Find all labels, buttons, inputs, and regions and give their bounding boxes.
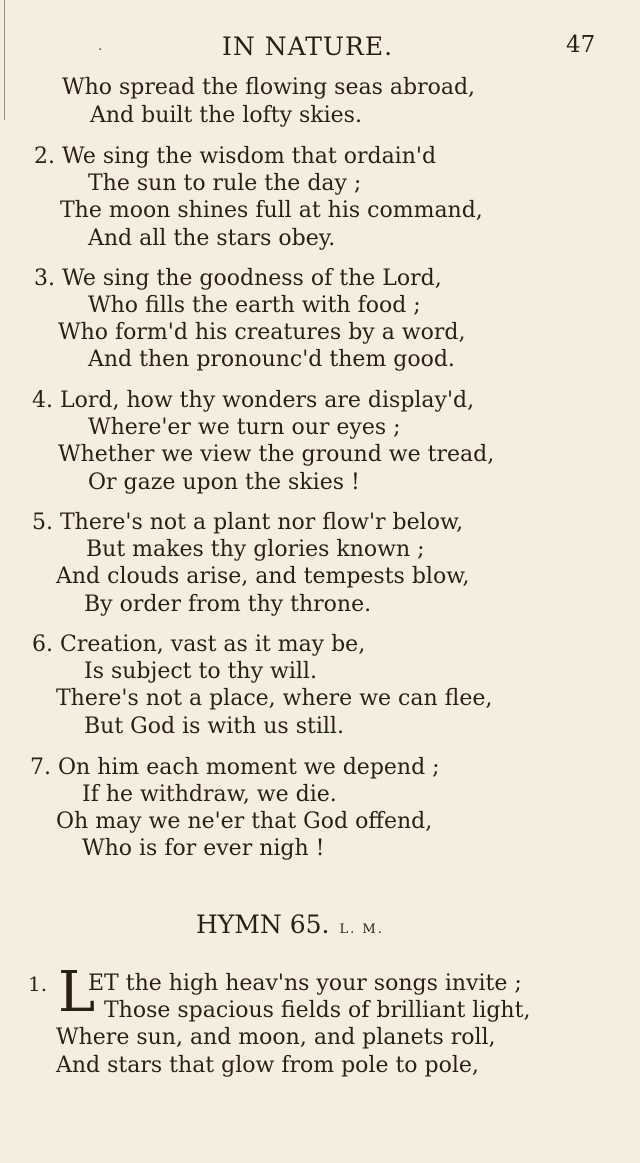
verse-line: There's not a place, where we can flee,: [56, 686, 493, 711]
verse-line: And clouds arise, and tempests blow,: [56, 564, 470, 589]
stanza-number: 5.: [32, 510, 53, 535]
verse-line: And built the lofty skies.: [90, 103, 362, 128]
verse-line: By order from thy throne.: [84, 592, 372, 617]
verse-line: If he withdraw, we die.: [82, 782, 337, 807]
stanza-number: 1.: [28, 972, 48, 996]
verse-line: But God is with us still.: [84, 714, 344, 739]
stanza-number: 2.: [34, 144, 55, 169]
drop-cap: L: [58, 960, 96, 1025]
verse-line: 3. We sing the goodness of the Lord,: [34, 266, 442, 291]
verse-line: Who form'd his creatures by a word,: [58, 320, 466, 345]
verse-line: Who fills the earth with food ;: [88, 293, 421, 318]
verse-line: The sun to rule the day ;: [88, 171, 362, 196]
verse-line: 2. We sing the wisdom that ordain'd: [34, 144, 437, 169]
verse-line: The moon shines full at his command,: [60, 198, 483, 223]
verse-line: Whether we view the ground we tread,: [58, 442, 495, 467]
stanza-number: 6.: [32, 632, 53, 657]
verse-line: Where sun, and moon, and planets roll,: [56, 1025, 496, 1050]
verse-line: 5. There's not a plant nor flow'r below,: [32, 510, 464, 535]
verse-line: ET the high heav'ns your songs invite ;: [88, 971, 522, 996]
verse-line: 4. Lord, how thy wonders are display'd,: [32, 388, 475, 413]
hymn-title: HYMN 65.: [196, 910, 330, 939]
page-number: 47: [566, 32, 596, 58]
verse-line: 7. On him each moment we depend ;: [30, 755, 440, 780]
verse-line: But makes thy glories known ;: [86, 537, 425, 562]
ink-dot: ·: [98, 42, 103, 58]
verse-line: Where'er we turn our eyes ;: [88, 415, 401, 440]
verse-line: And then pronounc'd them good.: [88, 347, 455, 372]
verse-line: Those spacious fields of brilliant light,: [104, 998, 531, 1023]
running-head: [0, 32, 640, 62]
verse-line: And stars that glow from pole to pole,: [56, 1053, 479, 1078]
stanza-number: 3.: [34, 266, 55, 291]
stanza-number: 7.: [30, 755, 51, 780]
hymn-meter: L. M.: [339, 922, 384, 937]
verse-line: Oh may we ne'er that God offend,: [56, 809, 433, 834]
verse-line: Who spread the flowing seas abroad,: [62, 75, 476, 100]
verse-line: 6. Creation, vast as it may be,: [32, 632, 366, 657]
hymn-heading: [196, 910, 384, 939]
verse-line: And all the stars obey.: [88, 226, 336, 251]
verse-line: Who is for ever nigh !: [82, 836, 325, 861]
verse-line: Is subject to thy will.: [84, 659, 317, 684]
verse-line: Or gaze upon the skies !: [88, 470, 360, 495]
running-title: IN NATURE.: [222, 32, 394, 61]
stanza-number: 4.: [32, 388, 53, 413]
